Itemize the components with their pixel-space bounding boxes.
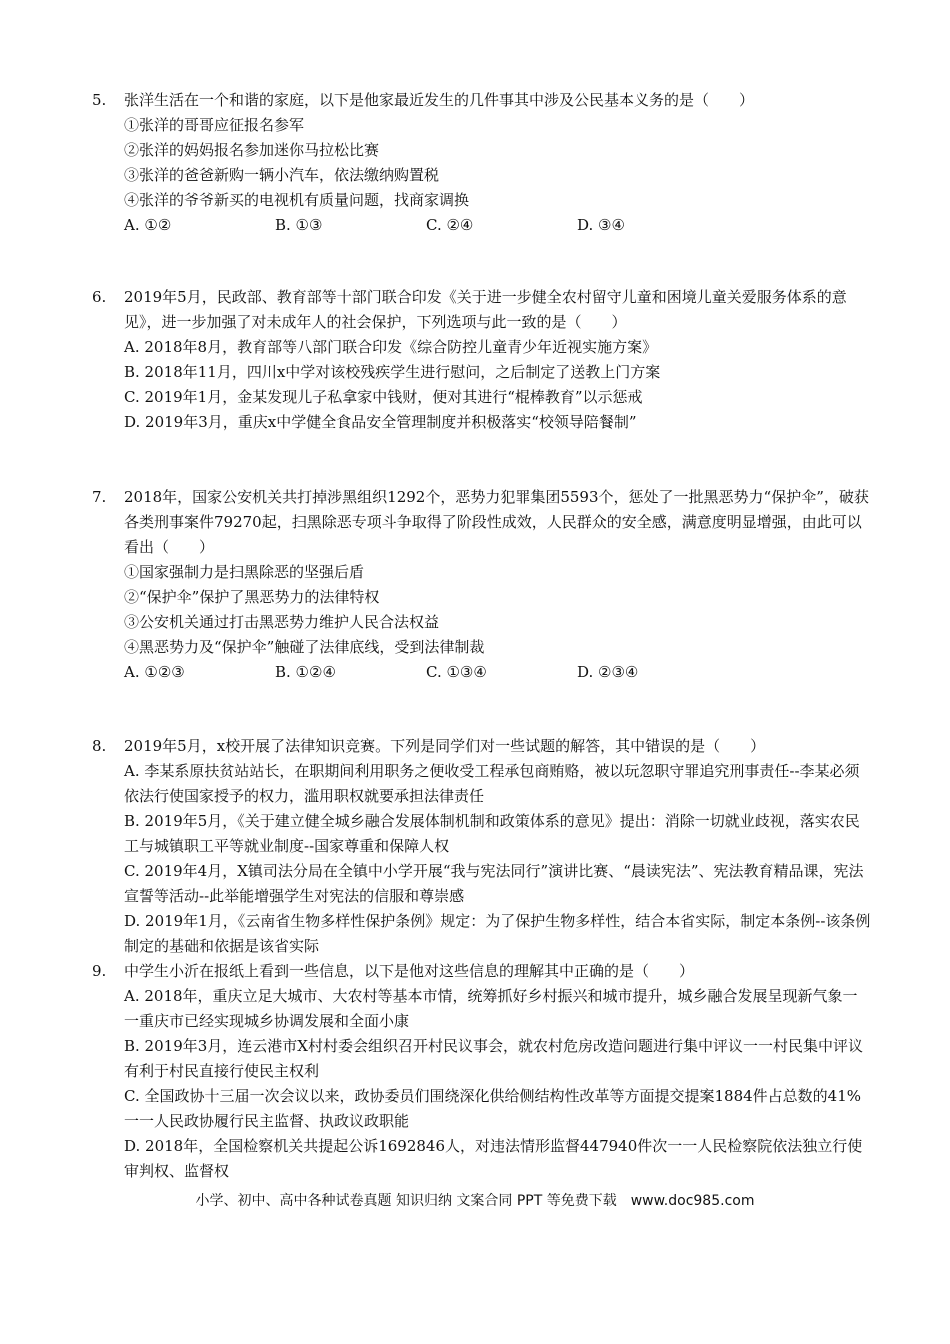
- question-number: 7.: [92, 488, 107, 506]
- question-7: [92, 485, 872, 685]
- question-8: [92, 734, 872, 959]
- option-a: A. 2018年，重庆立足大城市、大农村等基本市情，统筹抓好乡村振兴和城市提升，城乡融合发展呈现新气象一一重庆市已经实现城乡协调发展和全面小康: [124, 987, 858, 1030]
- page-footer: 小学、初中、高中各种试卷真题 知识归纳 文案合同 PPT 等免费下载 www.doc985.com: [195, 1193, 755, 1209]
- option-a: A. 李某系原扶贫站站长，在职期间利用职务之便收受工程承包商贿赂，被以玩忽职守罪追究刑事责任--李某必须依法行使国家授予的权力，滥用职权就要承担法律责任: [124, 762, 860, 805]
- question-body: [124, 959, 872, 1184]
- question-body: [124, 485, 872, 685]
- question-stem: 中学生小沂在报纸上看到一些信息，以下是他对这些信息的理解其中正确的是（ ）: [124, 962, 695, 980]
- options-row: [124, 660, 872, 685]
- statement-item: ④张洋的爷爷新买的电视机有质量问题，找商家调换: [124, 191, 470, 209]
- option-a: A. ①②: [124, 216, 172, 234]
- question-stem: 2019年5月，x校开展了法律知识竞赛。下列是同学们对一些试题的解答，其中错误的是（ ）: [124, 737, 766, 755]
- question-stem: 张洋生活在一个和谐的家庭，以下是他家最近发生的几件事其中涉及公民基本义务的是（ ）: [124, 91, 755, 109]
- question-number: 9.: [92, 962, 107, 980]
- option-b: B. 2018年11月，四川x中学对该校残疾学生进行慰问，之后制定了送教上门方案: [124, 363, 661, 381]
- question-number: 5.: [92, 91, 107, 109]
- statement-item: ①张洋的哥哥应征报名参军: [124, 116, 305, 134]
- option-d: D. 2018年，全国检察机关共提起公诉1692846人，对违法情形监督447940件次一一人民检察院依法独立行使审判权、监督权: [124, 1137, 863, 1180]
- option-c: C. 全国政协十三届一次会议以来，政协委员们围绕深化供给侧结构性改革等方面提交提案1884件占总数的41%一一人民政协履行民主监督、执政议政职能: [124, 1087, 861, 1130]
- question-6: [92, 285, 872, 435]
- option-a: A. 2018年8月，教育部等八部门联合印发《综合防控儿童青少年近视实施方案》: [124, 338, 658, 356]
- option-b: B. 2019年3月，连云港市X村村委会组织召开村民议事会，就农村危房改造问题进行集中评议一一村民集中评议有利于村民直接行使民主权利: [124, 1037, 863, 1080]
- option-c: C. ②④: [426, 216, 474, 234]
- option-d: D. 2019年1月，《云南省生物多样性保护条例》规定：为了保护生物多样性，结合本省实际，制定本条例--该条例制定的基础和依据是该省实际: [124, 912, 871, 955]
- statement-item: ④黑恶势力及“保护伞”触碰了法律底线，受到法律制裁: [124, 638, 485, 656]
- statement-item: ②“保护伞”保护了黑恶势力的法律特权: [124, 588, 380, 606]
- statement-item: ③公安机关通过打击黑恶势力维护人民合法权益: [124, 613, 440, 631]
- question-body: [124, 734, 872, 959]
- option-b: B. 2019年5月，《关于建立健全城乡融合发展体制机制和政策体系的意见》提出：消除一切就业歧视，落实农民工与城镇职工平等就业制度--国家尊重和保障人权: [124, 812, 860, 855]
- statement-item: ②张洋的妈妈报名参加迷你马拉松比赛: [124, 141, 380, 159]
- question-number: 6.: [92, 288, 107, 306]
- option-a: A. ①②③: [124, 663, 185, 681]
- option-d: D. ③④: [577, 216, 625, 234]
- question-5: [92, 88, 872, 238]
- option-d: D. 2019年3月，重庆x中学健全食品安全管理制度并积极落实“校领导陪餐制”: [124, 413, 637, 431]
- option-b: B. ①③: [275, 216, 323, 234]
- option-c: C. 2019年4月，X镇司法分局在全镇中小学开展“我与宪法同行”演讲比赛、“晨读宪法”、宪法教育精品课，宪法宣誓等活动--此举能增强学生对宪法的信服和尊崇感: [124, 862, 864, 905]
- question-body: [124, 88, 872, 238]
- option-c: C. 2019年1月，金某发现儿子私拿家中钱财，便对其进行“棍棒教育”以示惩戒: [124, 388, 643, 406]
- question-stem: 2019年5月，民政部、教育部等十部门联合印发《关于进一步健全农村留守儿童和困境儿童关爱服务体系的意见》，进一步加强了对未成年人的社会保护，下列选项与此一致的是（ ）: [124, 288, 847, 331]
- options-row: [124, 213, 872, 238]
- question-9: [92, 959, 872, 1184]
- option-b: B. ①②④: [275, 663, 336, 681]
- statement-item: ③张洋的爸爸新购一辆小汽车，依法缴纳购置税: [124, 166, 440, 184]
- question-stem: 2018年，国家公安机关共打掉涉黑组织1292个，恶势力犯罪集团5593个，惩处了一批黑恶势力“保护伞”，破获各类刑事案件79270起，扫黑除恶专项斗争取得了阶段性成效，人民群众的安全感，满意度明显增强，由此可以看出（ ）: [124, 488, 869, 556]
- question-body: [124, 285, 872, 435]
- option-d: D. ②③④: [577, 663, 639, 681]
- option-c: C. ①③④: [426, 663, 487, 681]
- statement-item: ①国家强制力是扫黑除恶的坚强后盾: [124, 563, 365, 581]
- question-number: 8.: [92, 737, 107, 755]
